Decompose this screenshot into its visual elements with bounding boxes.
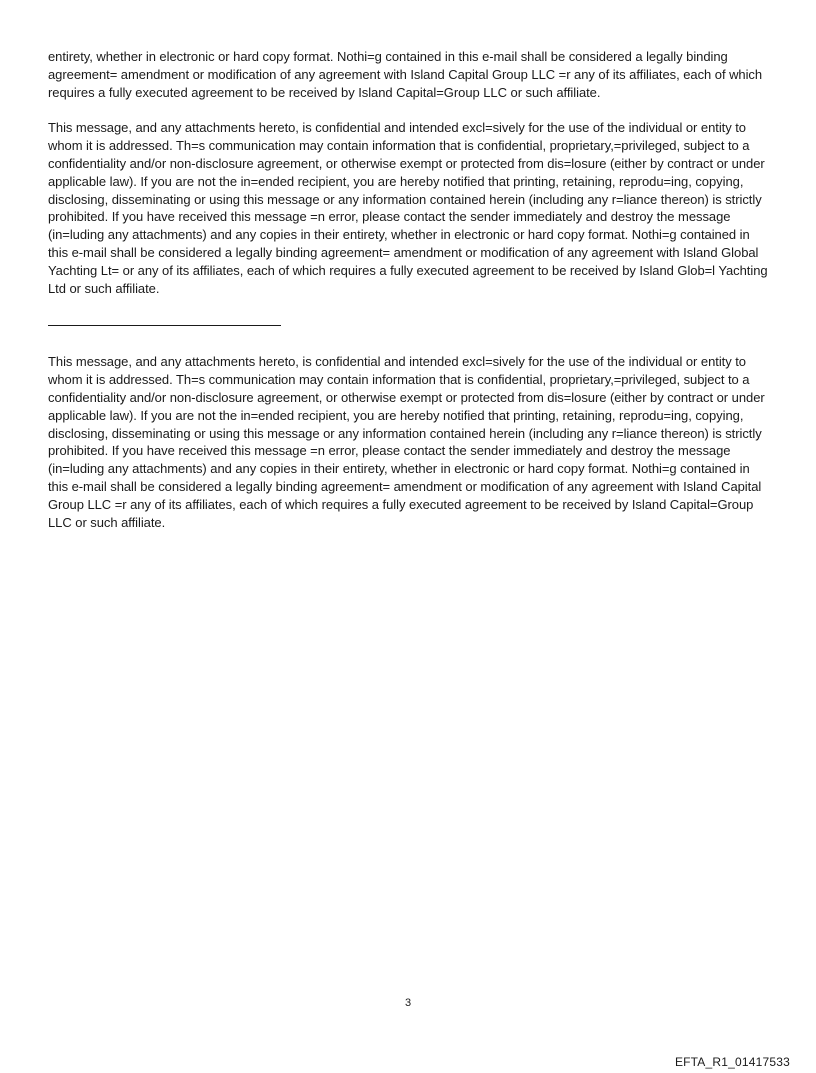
page-number: 3 [404, 997, 412, 1009]
disclaimer-paragraph-yachting: This message, and any attachments hereto, is confidential and intended excl=sively for the use of the individual or entity to whom it is addressed. Th=s communication may contain information that is confidential, proprietary,=privileged, subject to a confidentiality and/or non-disclosure agreement, or otherwise exempt or protected from dis=losure (either by contract or under applicable law). If you are not the in=ended recipient, you are hereby notified that printing, retaining, reprodu=ing, copying, disclosing, disseminating or using this message or any information contained herein (including any r=liance thereon) is strictly prohibited. If you have received this message =n error, please contact the sender immediately and destroy the message (in=luding any attachments) and any copies in their entirety, whether in electronic or hard copy format. Nothi=g contained in this e-mail shall be considered a legally binding agreement= amendment or modification of any agreement with Island Global Yachting Lt= or any of its affiliates, each of which requires a fully executed agreement to be received by Island Glob=l Yachting Ltd or such affiliate. [48, 120, 768, 296]
disclaimer-paragraph-capital: This message, and any attachments hereto, is confidential and intended excl=sively for the use of the individual or entity to whom it is addressed. Th=s communication may contain information that is confidential, proprietary,=privileged, subject to a confidentiality and/or non-disclosure agreement, or otherwise exempt or protected from dis=losure (either by contract or under applicable law). If you are not the in=ended recipient, you are hereby notified that printing, retaining, reprodu=ing, copying, disclosing, disseminating or using this message or any information contained herein (including any r=liance thereon) is strictly prohibited. If you have received this message =n error, please contact the sender immediately and destroy the message (in=luding any attachments) and any copies in their entirety, whether in electronic or hard copy format. Nothi=g contained in this e-mail shall be considered a legally binding agreement= amendment or modification of any agreement with Island Capital Group LLC =r any of its affiliates, each of which requires a fully executed agreement to be received by Island Capital=Group LLC or such affiliate. [48, 354, 765, 530]
section-divider [48, 325, 281, 326]
document-id: EFTA_R1_01417533 [674, 1055, 790, 1069]
page-content [48, 48, 772, 549]
disclaimer-paragraph-continued: entirety, whether in electronic or hard copy format. Nothi=g contained in this e-mail shall be considered a legally binding agreement= amendment or modification of any agreement with Island Capital Group LLC =r any of its affiliates, each of which requires a fully executed agreement to be received by Island Capital=Group LLC or such affiliate. [48, 49, 763, 100]
